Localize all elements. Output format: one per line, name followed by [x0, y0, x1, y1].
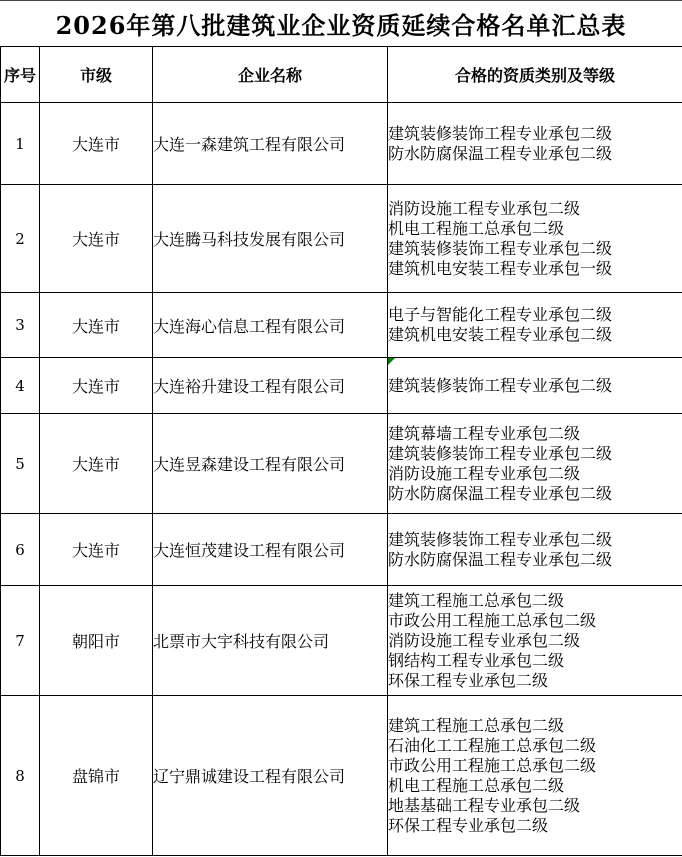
qualification-line: 建筑幕墙工程专业承包二级 [388, 423, 581, 443]
city-cell: 朝阳市 [40, 586, 153, 696]
qualification-line: 石油化工工程施工总承包二级 [388, 735, 597, 755]
qualification-line: 消防设施工程专业承包二级 [388, 198, 581, 218]
row-number: 1 [1, 103, 40, 185]
company-cell: 辽宁鼎诚建设工程有限公司 [153, 696, 388, 856]
cell-corner-marker-icon [388, 358, 395, 365]
qualification-line: 消防设施工程专业承包二级 [388, 463, 581, 483]
qualifications-cell [388, 414, 682, 514]
qualification-line: 建筑装修装饰工程专业承包二级 [388, 123, 613, 143]
table-row [1, 696, 682, 856]
qualification-line: 钢结构工程专业承包二级 [388, 650, 565, 670]
city-cell: 盘锦市 [40, 696, 153, 856]
qualification-line: 防水防腐保温工程专业承包二级 [388, 143, 613, 163]
qualification-line: 建筑工程施工总承包二级 [388, 715, 565, 735]
row-number: 6 [1, 514, 40, 586]
qualifications-cell [388, 514, 682, 586]
qualification-line: 环保工程专业承包二级 [388, 670, 549, 690]
qualifications-cell [388, 696, 682, 856]
company-cell: 大连恒茂建设工程有限公司 [153, 514, 388, 586]
header-city: 市级 [40, 47, 153, 103]
qualification-line: 建筑机电安装工程专业承包二级 [388, 325, 613, 344]
city-cell: 大连市 [40, 514, 153, 586]
company-cell: 大连裕升建设工程有限公司 [153, 358, 388, 414]
row-number: 4 [1, 358, 40, 414]
qualification-line: 建筑装修装饰工程专业承包二级 [388, 238, 613, 258]
row-number: 5 [1, 414, 40, 514]
company-cell: 大连海心信息工程有限公司 [153, 293, 388, 358]
qualification-line: 机电工程施工总承包二级 [388, 775, 565, 795]
qualification-line: 建筑装修装饰工程专业承包二级 [388, 529, 613, 549]
row-number: 2 [1, 185, 40, 293]
table-body [1, 103, 682, 856]
company-cell: 大连昱森建设工程有限公司 [153, 414, 388, 514]
table-row [1, 414, 682, 514]
header-qualification-category: 合格的资质类别及等级 [388, 47, 682, 103]
city-cell: 大连市 [40, 358, 153, 414]
qualifications-cell [388, 586, 682, 696]
qualification-summary-table [0, 46, 682, 856]
qualification-line: 市政公用工程施工总承包二级 [388, 610, 597, 630]
qualification-line: 机电工程施工总承包二级 [388, 218, 565, 238]
table-row [1, 586, 682, 696]
qualification-line: 建筑机电安装工程专业承包一级 [388, 258, 613, 278]
table-row [1, 103, 682, 185]
qualification-line: 防水防腐保温工程专业承包二级 [388, 483, 613, 503]
qualification-line: 防水防腐保温工程专业承包二级 [388, 549, 613, 569]
qualifications-cell [388, 103, 682, 185]
qualification-line: 市政公用工程施工总承包二级 [388, 755, 597, 775]
table-row [1, 358, 682, 414]
city-cell: 大连市 [40, 185, 153, 293]
header-company-name: 企业名称 [153, 47, 388, 103]
qualification-line: 环保工程专业承包二级 [388, 815, 549, 835]
qualifications-cell [388, 358, 682, 414]
company-cell: 大连一森建筑工程有限公司 [153, 103, 388, 185]
company-cell: 北票市大宇科技有限公司 [153, 586, 388, 696]
table-row [1, 185, 682, 293]
qualification-line: 建筑装修装饰工程专业承包二级 [388, 443, 613, 463]
qualification-line: 消防设施工程专业承包二级 [388, 630, 581, 650]
page-title: 2026年第八批建筑业企业资质延续合格名单汇总表 [55, 11, 627, 40]
table-title-bar [0, 0, 682, 46]
city-cell: 大连市 [40, 414, 153, 514]
table-row [1, 293, 682, 358]
table-header-row [1, 47, 682, 103]
row-number: 3 [1, 293, 40, 358]
company-cell: 大连腾马科技发展有限公司 [153, 185, 388, 293]
qualification-line: 地基基础工程专业承包二级 [388, 795, 581, 815]
table-row [1, 514, 682, 586]
qualification-line: 建筑工程施工总承包二级 [388, 590, 565, 610]
qualifications-cell [388, 293, 682, 358]
city-cell: 大连市 [40, 103, 153, 185]
row-number: 8 [1, 696, 40, 856]
row-number: 7 [1, 586, 40, 696]
qualification-line: 建筑装修装饰工程专业承包二级 [388, 375, 613, 395]
city-cell: 大连市 [40, 293, 153, 358]
qualifications-cell [388, 185, 682, 293]
qualification-line: 电子与智能化工程专业承包二级 [388, 305, 613, 324]
header-serial-number: 序号 [1, 47, 40, 103]
